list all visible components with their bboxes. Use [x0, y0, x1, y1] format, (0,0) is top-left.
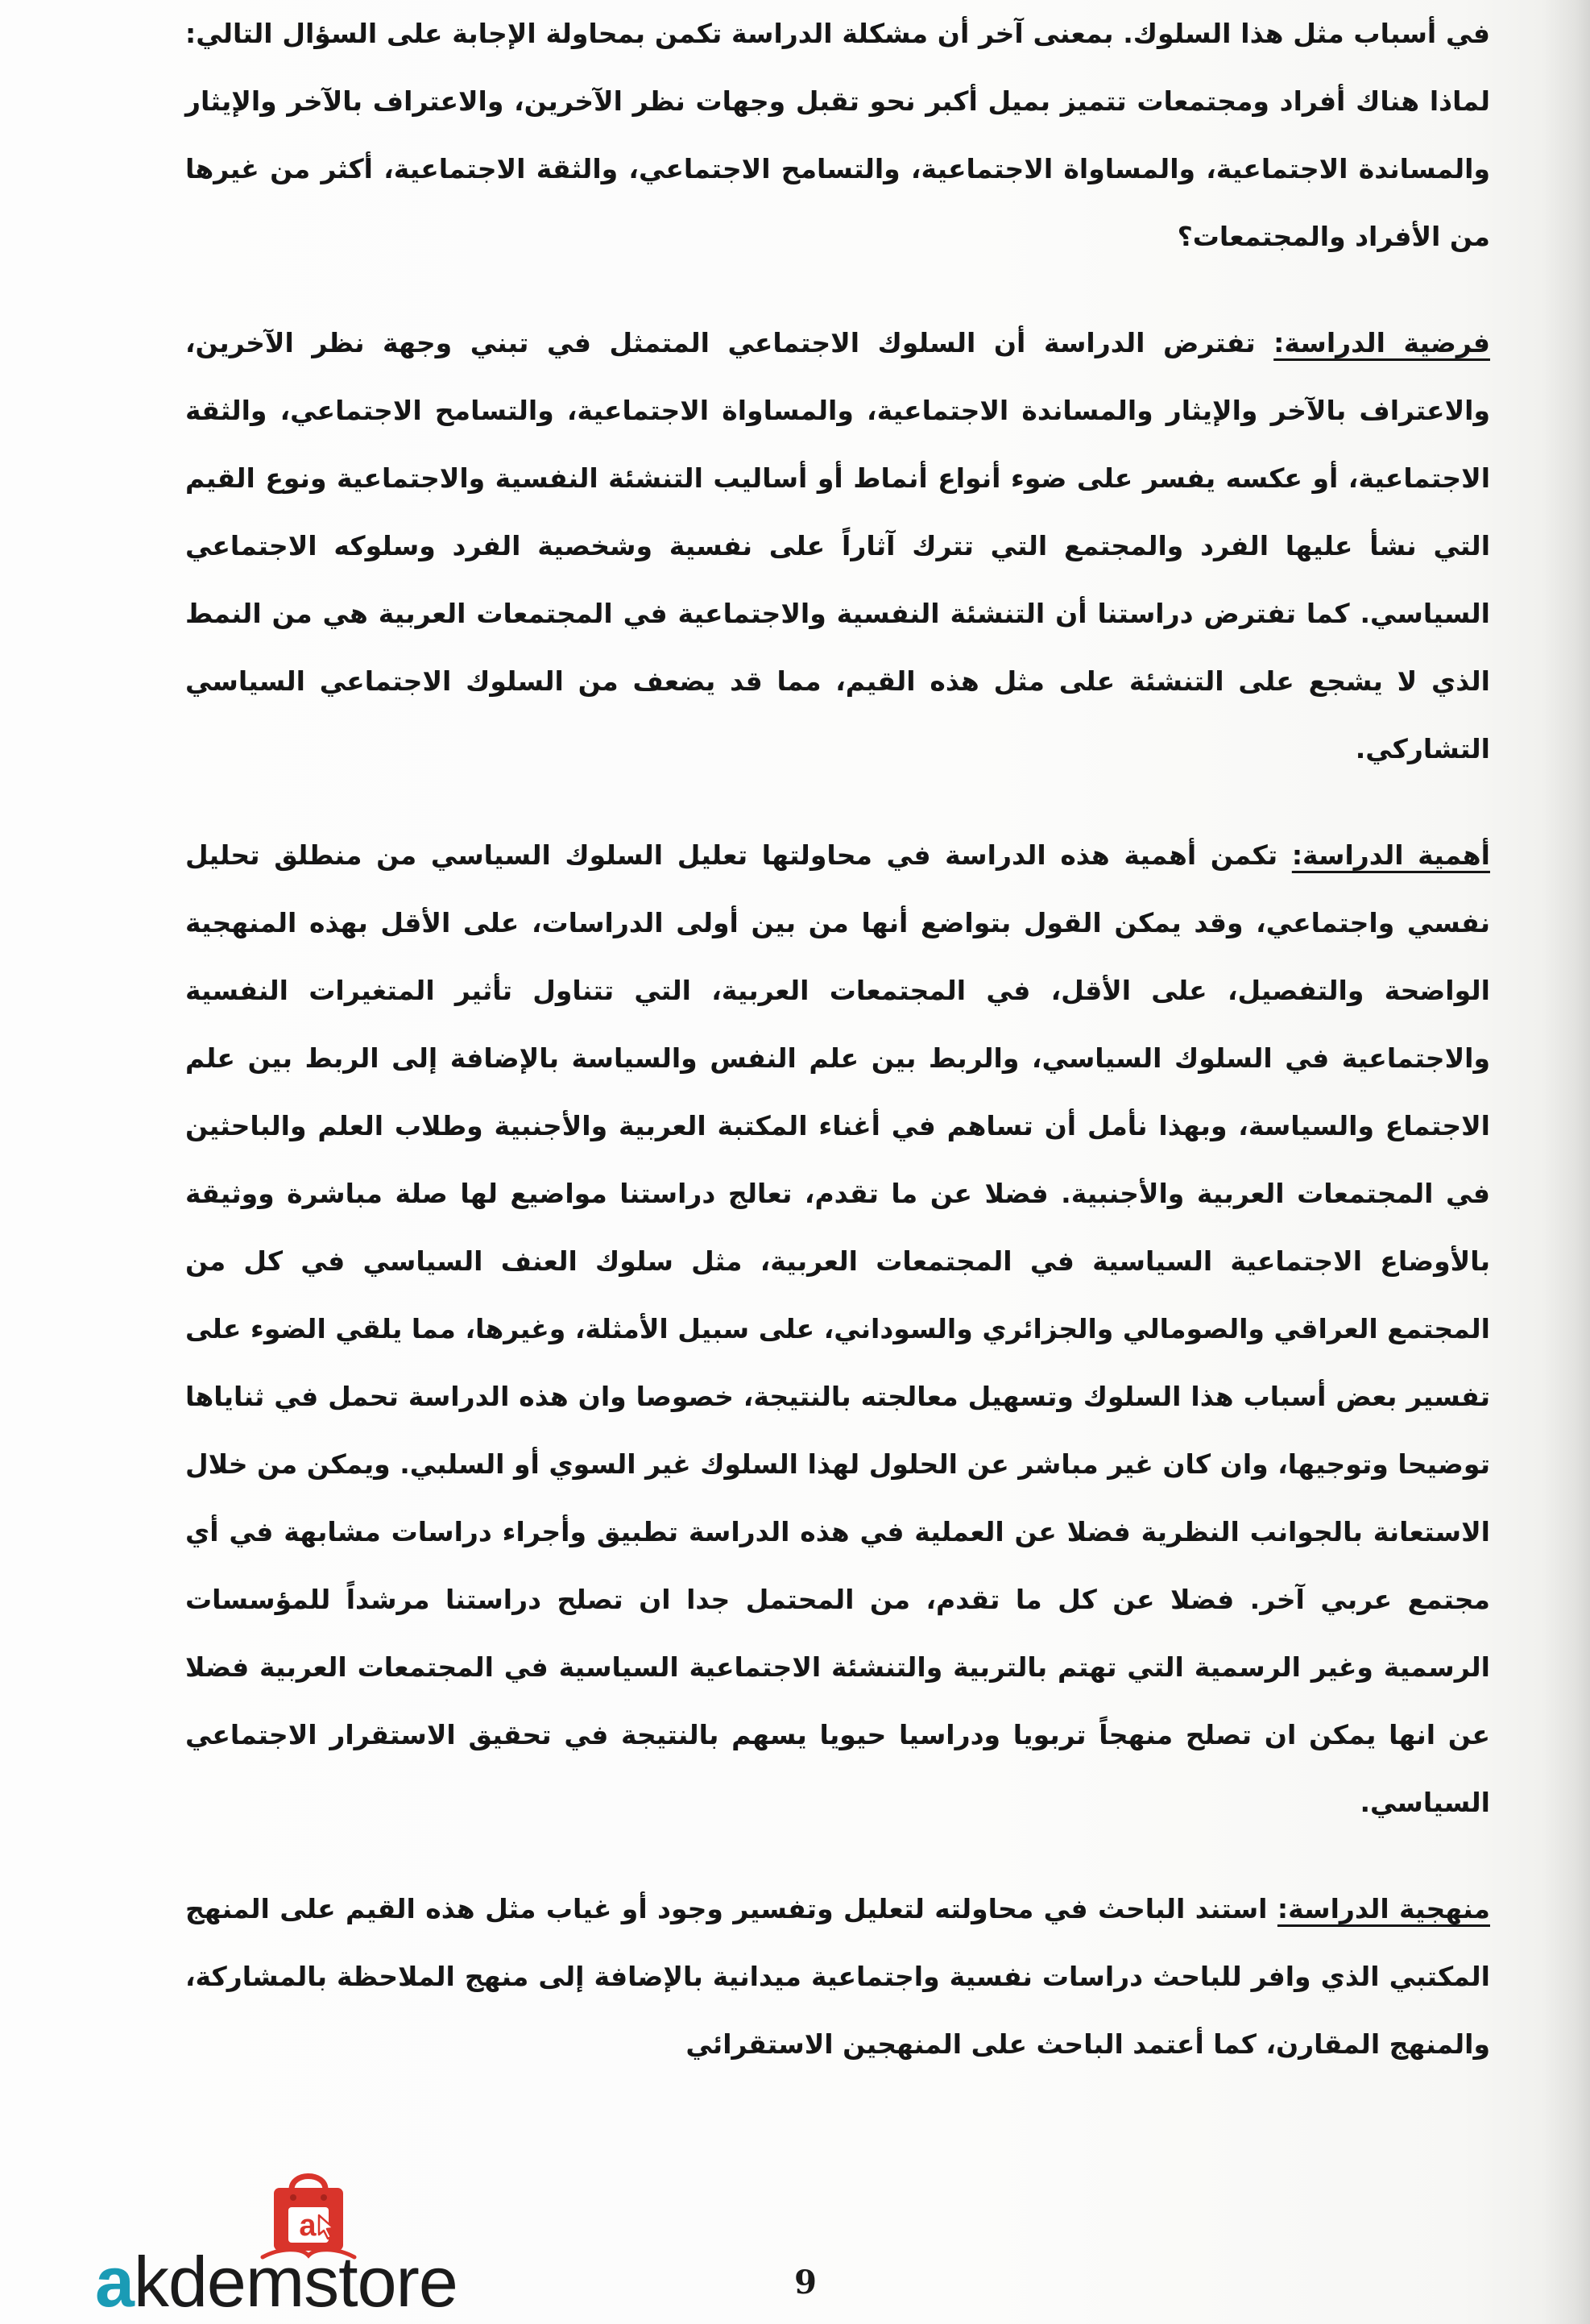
paragraph-body: في أسباب مثل هذا السلوك. بمعنى آخر أن مشكلة الدراسة تكمن بمحاولة الإجابة على السؤال التالي: لماذا هناك أفراد ومجتمعات تتميز بميل أكبر نحو تقبل وجهات نظر الآخرين، والاعتراف بالآخر والإيثار والمساندة الاجتماعية، والمساواة الاجتماعية، والتسامح الاجتماعي، والثقة الاجتماعية، أكثر من غيرها من الأفراد والمجتمعات؟	[185, 18, 1490, 252]
section-heading-hypothesis: فرضية الدراسة:	[1273, 327, 1490, 358]
paragraph-problem	[185, 0, 1490, 271]
paragraph-methodology	[185, 1875, 1490, 2078]
section-heading-methodology: منهجية الدراسة:	[1277, 1893, 1490, 1924]
logo-wordmark	[95, 2242, 458, 2322]
logo-initial: a	[95, 2242, 134, 2322]
logo-name: kdemstore	[133, 2242, 458, 2322]
section-heading-importance: أهمية الدراسة:	[1291, 839, 1490, 871]
paragraph-body: تكمن أهمية هذه الدراسة في محاولتها تعليل السلوك السياسي من منطلق تحليل نفسي واجتماعي، وقد يمكن القول بتواضع أنها من بين أولى الدراسات، على الأقل بهذه المنهجية الواضحة والتفصيل، على الأقل، في المجتمعات العربية، التي تتناول تأثير المتغيرات النفسية والاجتماعية في السلوك السياسي، والربط بين علم النفس والسياسة بالإضافة إلى الربط بين علم الاجتماع والسياسة، وبهذا نأمل أن تساهم في أغناء المكتبة العربية والأجنبية وطلاب العلم والباحثين في المجتمعات العربية والأجنبية. فضلا عن ما تقدم، تعالج دراستنا مواضيع لها صلة مباشرة ووثيقة بالأوضاع الاجتماعية السياسية في المجتمعات العربية، مثل سلوك العنف السياسي في كل من المجتمع العراقي والصومالي والجزائري والسوداني، على سبيل الأمثلة، وغيرها، مما يلقي الضوء على تفسير بعض أسباب هذا السلوك وتسهيل معالجته بالنتيجة، خصوصا وان هذه الدراسة تحمل في ثناياها توضيحا وتوجيها، وان كان غير مباشر عن الحلول لهذا السلوك غير السوي أو السلبي. ويمكن من خلال الاستعانة بالجوانب النظرية فضلا عن العملية في هذه الدراسة تطبيق وأجراء دراسات مشابهة في أي مجتمع عربي آخر. فضلا عن كل ما تقدم، من المحتمل جدا ان تصلح دراستنا مرشداً للمؤسسات الرسمية وغير الرسمية التي تهتم بالتربية والتنشئة الاجتماعية السياسية في المجتمعات العربية فضلا عن انها يمكن ان تصلح منهجاً تربويا ودراسيا حيويا يسهم بالنتيجة في تحقيق الاستقرار الاجتماعي السياسي.	[185, 839, 1490, 1818]
akdemstore-logo	[95, 2159, 546, 2320]
paragraph-body: تفترض الدراسة أن السلوك الاجتماعي المتمثل في تبني وجهة نظر الآخرين، والاعتراف بالآخر والإيثار والمساندة الاجتماعية، والمساواة الاجتماعية، والتسامح الاجتماعي، والثقة الاجتماعية، أو عكسه يفسر على ضوء أنواع أنماط أو أساليب التنشئة النفسية والاجتماعية ونوع القيم التي نشأ عليها الفرد والمجتمع التي تترك آثاراً على نفسية وشخصية الفرد وسلوكه الاجتماعي السياسي. كما تفترض دراستنا أن التنشئة النفسية والاجتماعية في المجتمعات العربية هي من النمط الذي لا يشجع على التنشئة على مثل هذه القيم، مما قد يضعف من السلوك الاجتماعي السياسي التشاركي.	[185, 327, 1490, 764]
body-text	[185, 0, 1490, 2078]
logo-badge-letter: a	[299, 2209, 317, 2243]
page-number: 9	[794, 2264, 817, 2301]
paragraph-importance	[185, 822, 1490, 1837]
page-edge-shadow	[1542, 0, 1590, 2324]
paragraph-body: استند الباحث في محاولته لتعليل وتفسير وجود أو غياب مثل هذه القيم على المنهج المكتبي الذي وافر للباحث دراسات نفسية واجتماعية ميدانية بالإضافة إلى منهج الملاحظة بالمشاركة، والمنهج المقارن، كما أعتمد الباحث على المنهجين الاستقرائي	[185, 1893, 1490, 2060]
paragraph-hypothesis	[185, 309, 1490, 783]
